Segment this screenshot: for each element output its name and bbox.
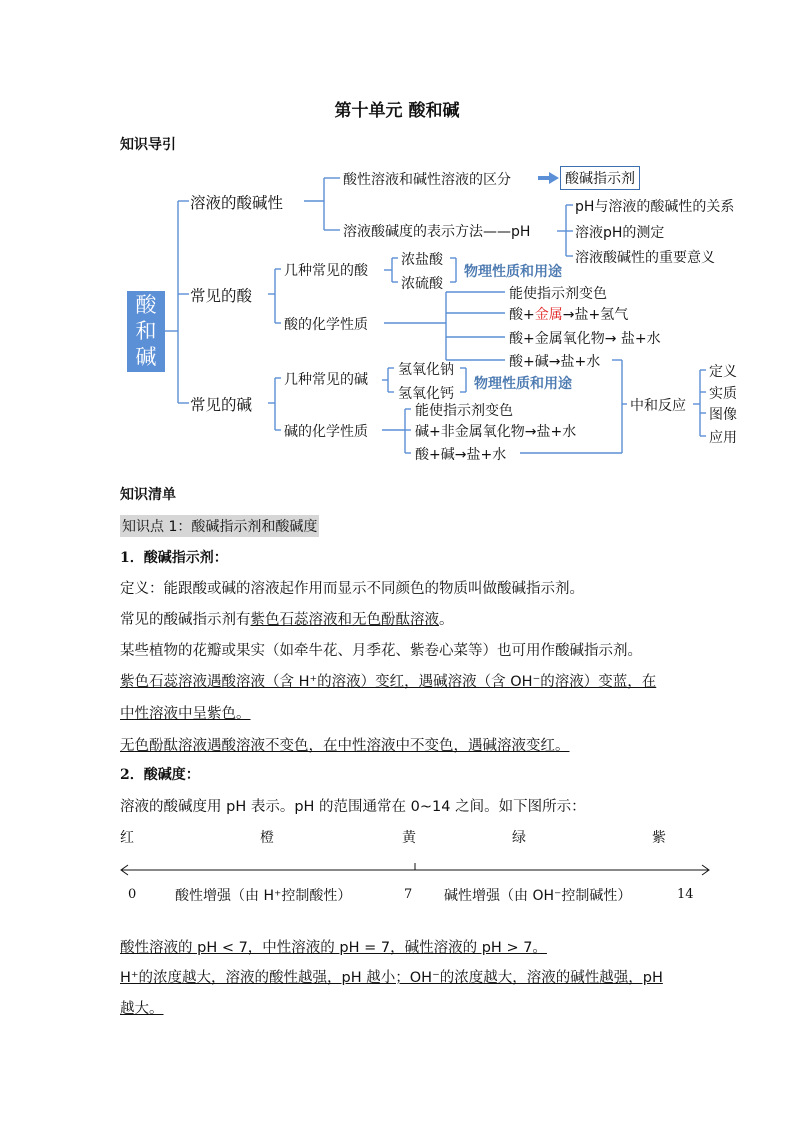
- node-distinguish: 酸性溶液和碱性溶液的区分: [343, 172, 511, 188]
- base-caoh2: 氢氧化钙: [398, 386, 454, 402]
- neutral-graph: 图像: [709, 407, 737, 423]
- scale-acid-label: 酸性增强（由 H⁺控制酸性）: [175, 888, 352, 904]
- node-common-acids: 常见的酸: [190, 287, 253, 305]
- root-char-2: 和: [135, 319, 157, 343]
- acid-chem-base: 酸+碱→盐+水: [509, 354, 601, 370]
- root-char-1: 酸: [135, 293, 157, 317]
- node-acid-types: 几种常见的酸: [284, 263, 368, 279]
- para-ph-relation: 酸性溶液的 pH < 7，中性溶液的 pH = 7，碱性溶液的 pH > 7。: [120, 940, 547, 956]
- base-phys-use: 物理性质和用途: [474, 376, 572, 392]
- para-litmus-line2: 中性溶液中呈紫色。: [120, 706, 251, 722]
- node-ph-method: 溶液酸碱度的表示方法——pH: [343, 224, 531, 240]
- neutral-definition: 定义: [709, 364, 737, 380]
- scale-color-purple: 紫: [652, 830, 666, 846]
- node-ph-significance: 溶液酸碱性的重要意义: [575, 250, 715, 266]
- section-heading-list: 知识清单: [120, 487, 176, 503]
- node-indicator-box: 酸碱指示剂: [560, 166, 640, 190]
- acid-chem-indicator: 能使指示剂变色: [509, 286, 607, 302]
- root-char-3: 碱: [135, 345, 157, 369]
- section-heading-guide: 知识导引: [120, 137, 176, 153]
- node-base-types: 几种常见的碱: [284, 372, 368, 388]
- para-concentration-line2: 越大。: [120, 1001, 164, 1017]
- neutral-application: 应用: [709, 430, 737, 446]
- scale-color-green: 绿: [512, 830, 526, 846]
- common-underlined: 紫色石蕊溶液和无色酚酞溶液: [250, 612, 439, 628]
- acid-hcl: 浓盐酸: [401, 252, 443, 268]
- acid-chem-metal: [509, 304, 628, 324]
- scale-color-red: 红: [120, 830, 134, 846]
- page-title: 第十单元 酸和碱: [334, 101, 460, 121]
- acid-chem-metal-highlight: 金属: [534, 307, 563, 323]
- para-concentration-line1: H⁺的浓度越大，溶液的酸性越强，pH 越小；OH⁻的浓度越大，溶液的碱性越强，pH: [120, 970, 663, 986]
- scale-num-14: 14: [677, 887, 694, 902]
- base-naoh: 氢氧化钠: [398, 362, 454, 378]
- para-phenolphthalein: 无色酚酞溶液遇酸溶液不变色，在中性溶液中不变色，遇碱溶液变红。: [120, 738, 570, 754]
- acid-phys-use: 物理性质和用途: [464, 264, 562, 280]
- common-end: 。: [439, 612, 454, 628]
- node-base-chem: 碱的化学性质: [284, 424, 368, 440]
- node-neutralization: 中和反应: [630, 398, 686, 414]
- acid-h2so4: 浓硫酸: [401, 276, 443, 292]
- acid-chem-oxide: 酸+金属氧化物→ 盐+水: [509, 331, 661, 347]
- common-prefix: 常见的酸碱指示剂有: [120, 612, 251, 628]
- base-chem-acid: 酸+碱→盐+水: [415, 447, 507, 463]
- node-acid-chem: 酸的化学性质: [284, 317, 368, 333]
- knowledge-point-tag: 知识点 1：酸碱指示剂和酸碱度: [120, 515, 319, 537]
- scale-color-yellow: 黄: [402, 830, 416, 846]
- base-chem-oxide: 碱+非金属氧化物→盐+水: [415, 424, 577, 440]
- node-ph-relation: pH与溶液的酸碱性的关系: [575, 199, 735, 215]
- node-solution-acidity: 溶液的酸碱性: [190, 194, 284, 212]
- para-definition: 定义：能跟酸或碱的溶液起作用而显示不同颜色的物质叫做酸碱指示剂。: [120, 581, 584, 597]
- scale-color-orange: 橙: [260, 830, 274, 846]
- scale-base-label: 碱性增强（由 OH⁻控制碱性）: [444, 888, 632, 904]
- para-common-indicators: [120, 608, 454, 629]
- node-ph-measure: 溶液pH的测定: [575, 225, 665, 241]
- scale-num-7: 7: [404, 887, 413, 902]
- base-chem-indicator: 能使指示剂变色: [415, 403, 513, 419]
- para-litmus-line1: 紫色石蕊溶液遇酸溶液（含 H⁺的溶液）变红，遇碱溶液（含 OH⁻的溶液）变蓝，在: [120, 674, 657, 690]
- acid-chem-metal-suffix: →盐+氢气: [562, 307, 629, 323]
- heading-indicator: 1．酸碱指示剂：: [120, 550, 228, 566]
- ph-scale-axis: [116, 858, 716, 878]
- para-ph-intro: 溶液的酸碱度用 pH 表示。pH 的范围通常在 0~14 之间。如下图所示：: [120, 799, 586, 815]
- para-plants: 某些植物的花瓣或果实（如牵牛花、月季花、紫卷心菜等）也可用作酸碱指示剂。: [120, 643, 642, 659]
- scale-num-0: 0: [128, 887, 137, 902]
- acid-chem-metal-prefix: 酸+: [509, 307, 535, 323]
- neutral-essence: 实质: [709, 386, 737, 402]
- node-common-bases: 常见的碱: [190, 396, 253, 414]
- mindmap-root: [127, 291, 165, 372]
- heading-ph: 2．酸碱度：: [120, 767, 200, 783]
